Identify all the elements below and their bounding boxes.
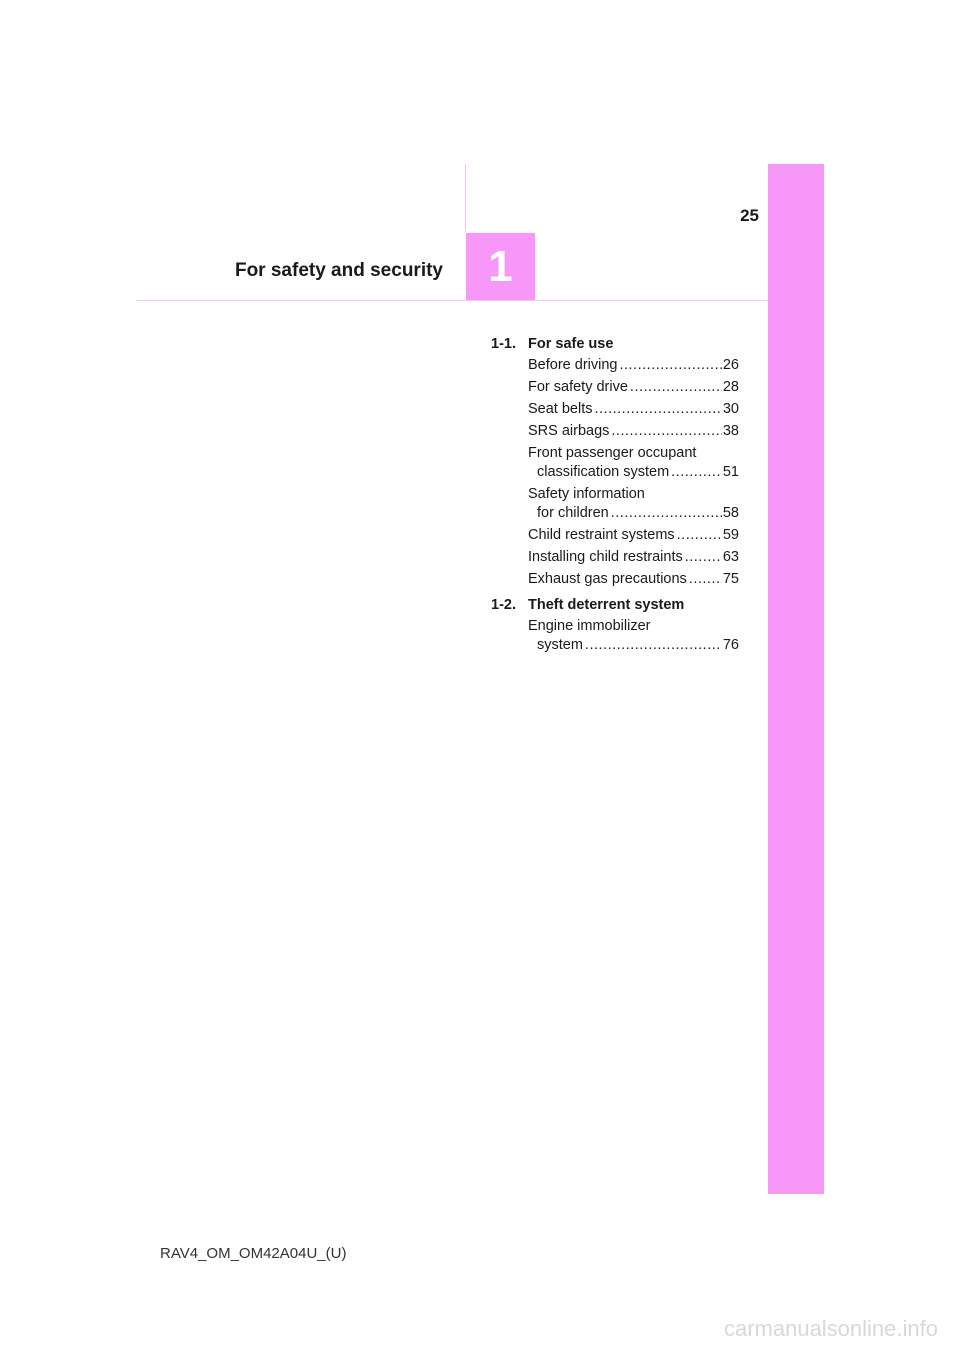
entry-page: 58 xyxy=(722,505,739,521)
entry-label: system xyxy=(537,637,583,653)
entry-page: 51 xyxy=(722,464,739,480)
leader-dots xyxy=(630,378,722,397)
toc-entry-for-safety-drive[interactable] xyxy=(528,378,739,397)
document-code: RAV4_OM_OM42A04U_(U) xyxy=(160,1245,347,1262)
entry-label: Before driving xyxy=(528,357,618,373)
page-number: 25 xyxy=(740,206,759,225)
entry-page: 30 xyxy=(722,401,739,417)
section-number: 1-2. xyxy=(491,597,516,613)
entry-page: 76 xyxy=(722,637,739,653)
toc-entry-srs-airbags[interactable] xyxy=(528,422,739,441)
chapter-number-box: 1 xyxy=(466,233,535,300)
entry-page: 75 xyxy=(722,571,739,587)
toc-entry-child-restraint-systems[interactable] xyxy=(528,526,739,545)
toc-entry-seat-belts[interactable] xyxy=(528,400,739,419)
toc-entry-safety-information[interactable] xyxy=(528,485,739,523)
entry-label: Child restraint systems xyxy=(528,527,675,543)
leader-dots xyxy=(685,548,722,567)
entry-label: Exhaust gas precautions xyxy=(528,571,687,587)
entry-page: 59 xyxy=(722,527,739,543)
leader-dots xyxy=(671,463,722,482)
leader-dots xyxy=(611,504,722,523)
watermark: carmanualsonline.info xyxy=(723,1316,938,1341)
entry-label: Installing child restraints xyxy=(528,549,683,565)
toc-section-1-2 xyxy=(491,595,739,615)
leader-dots xyxy=(689,570,722,589)
entry-label-line1: Engine immobilizer xyxy=(528,618,651,634)
entry-page: 28 xyxy=(722,379,739,395)
entry-page: 26 xyxy=(722,357,739,373)
table-of-contents xyxy=(491,334,739,658)
leader-dots xyxy=(595,400,722,419)
entry-label: for children xyxy=(537,505,609,521)
entry-label-line1: Safety information xyxy=(528,486,645,502)
leader-dots xyxy=(619,356,721,375)
toc-entry-front-passenger-occupant[interactable] xyxy=(528,444,739,482)
entry-page: 38 xyxy=(722,423,739,439)
header-horizontal-rule xyxy=(136,300,768,301)
leader-dots xyxy=(677,526,722,545)
toc-entry-before-driving[interactable] xyxy=(528,356,739,375)
leader-dots xyxy=(611,422,721,441)
entry-label: SRS airbags xyxy=(528,423,610,439)
section-number: 1-1. xyxy=(491,336,516,352)
entry-label-line1: Front passenger occupant xyxy=(528,445,697,461)
chapter-side-tab xyxy=(768,164,824,1194)
entry-label: Seat belts xyxy=(528,401,593,417)
toc-entry-engine-immobilizer[interactable] xyxy=(528,617,739,655)
toc-entry-exhaust-gas-precautions[interactable] xyxy=(528,570,739,589)
entry-label: classification system xyxy=(537,464,670,480)
section-title[interactable]: For safe use xyxy=(528,336,614,352)
leader-dots xyxy=(585,636,722,655)
header-vertical-rule xyxy=(465,164,466,232)
section-title[interactable]: Theft deterrent system xyxy=(528,597,685,613)
toc-entry-installing-child-restraints[interactable] xyxy=(528,548,739,567)
toc-section-1-1 xyxy=(491,334,739,354)
chapter-title: For safety and security xyxy=(234,260,443,281)
entry-label: For safety drive xyxy=(528,379,628,395)
entry-page: 63 xyxy=(722,549,739,565)
